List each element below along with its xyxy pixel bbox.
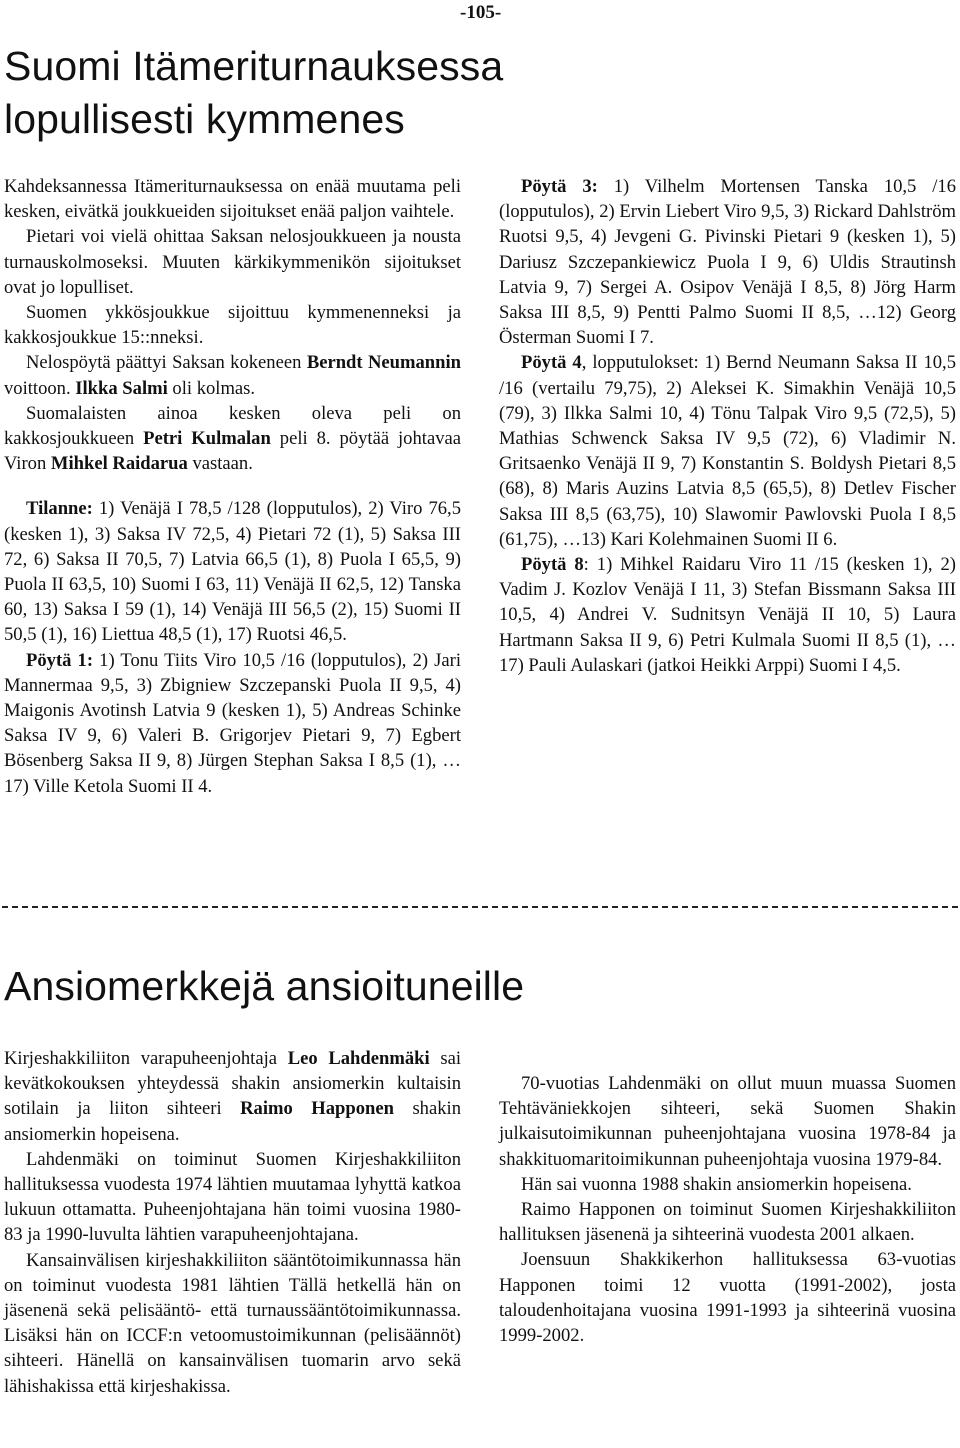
player-name: Mihkel Raidarua [50, 453, 188, 475]
intro-paragraph-1: Kahdeksannessa Itämeriturnauksessa on enää muutama peli kesken, eivätkä joukkueiden sijoitukset enää paljon vaihtele. [4, 176, 461, 223]
article2-paragraph-4: 70-vuotias Lahdenmäki on ollut muun muassa Suomen Tehtäväniekkojen sihteeri, sekä Suomen Shakin julkaisutoimikunnan puheenjohtajana vuosina 1978-84 ja shakkituomaritoimikunnan puheenjohtaja vuosina 1979-84. [499, 1073, 956, 1170]
player-name: Berndt Neumannin [306, 352, 461, 374]
standings-paragraph: Tilanne: 1) Venäjä I 78,5 /128 (lopputulos), 2) Viro 76,5 (kesken 1), 3) Saksa IV 72,5, 4) Pietari 72 (1), 5) Saksa III 72, 6) Saksa II 70,5, 7) Latvia 66,5 (1), 8) Puola I 65,5, 9) Puola II 63,5, 10) Suomi I 63, 11) Venäjä II 62,5, 12) Tanska 60, 13) Saksa I 59 (1), 14) Venäjä III 56,5 (2), 15) Suomi II 50,5 (1), 16) Liettua 48,5 (1), 17) Ruotsi 46,5. [4, 498, 461, 646]
person-name: Raimo Happonen [240, 1098, 394, 1120]
article2-paragraph-1: Kirjeshakkiliiton varapuheenjohtaja Leo Lahdenmäki sai kevätkokouksen yhteydessä shakin ansiomerkin kultaisin sotilain ja liiton sihteeri Raimo Happonen shakin ansiomerkin hopeisena. [4, 1048, 461, 1145]
board4-label: Pöytä 4 [521, 352, 582, 374]
board1-label: Pöytä 1: [26, 649, 94, 671]
intro-paragraph-2: Pietari voi vielä ohittaa Saksan nelosjoukkueen ja nousta turnauskolmoseksi. Muuten kärkikymmenikön sijoitukset ovat jo lopulliset. [4, 226, 461, 298]
article-title-line-2: lopullisesti kymmenes [4, 96, 405, 142]
board8-paragraph: Pöytä 8: 1) Mihkel Raidaru Viro 11 /15 (kesken 1), 2) Vadim J. Kozlov Venäjä I 11, 3) Stefan Bissmann Saksa III 10,5, 4) Andrei V. Sudnitsyn Venäjä II 10, 5) Laura Hartmann Saksa II 9, 6) Petri Kulmala Suomi II 8,5 (1), …17) Pauli Aulaskari (jatkoi Heikki Arppi) Suomi I 4,5. [499, 554, 956, 676]
dashed-separator [2, 906, 958, 908]
article2-paragraph-7: Joensuun Shakkikerhon hallituksessa 63-vuotias Happonen toimi 12 vuotta (1991-2002), josta taloudenhoitajana vuosina 1991-1993 ja sihteerinä vuosina 1999-2002. [499, 1249, 956, 1347]
page-number: -105- [460, 2, 502, 23]
intro-paragraph-5: Suomalaisten ainoa kesken oleva peli on kakkosjoukkueen Petri Kulmalan peli 8. pöytää johtavaa Viron Mihkel Raidarua vastaan. [4, 402, 462, 475]
board4-paragraph: Pöytä 4, lopputulokset: 1) Bernd Neumann Saksa II 10,5 /16 (vertailu 79,75), 2) Aleksei K. Simakhin Venäjä 10,5 (79), 3) Ilkka Salmi 10, 4) Tönu Talpak Viro 9,5 (72,5), 5) Mathias Schwenck Saksa IV 9,5 (72), 6) Vladimir N. Gritsaenko Venäjä II 9, 7) Konstantin S. Boldysh Pietari 8,5 (68), 8) Maris Auzins Latvia 8,5 (65,5), 8) Detlev Fischer Saksa III 8,5 (63,75), 10) Slawomir Pawlovski Puola I 8,5 (61,75), …13) Kari Kolehmainen Suomi II 6. [499, 352, 956, 550]
article2-title: Ansiomerkkejä ansioituneille [4, 963, 525, 1009]
intro-paragraph-3: Suomen ykkösjoukkue sijoittuu kymmenenneksi ja kakkosjoukkue 15::nneksi. [4, 302, 461, 349]
article-title-line-1: Suomi Itämeriturnauksessa [4, 43, 504, 89]
board8-label: Pöytä 8 [521, 554, 584, 576]
player-name: Ilkka Salmi [75, 377, 168, 399]
board3-label: Pöytä 3: [521, 176, 598, 197]
article2-paragraph-6: Raimo Happonen on toiminut Suomen Kirjeshakkiliiton hallituksen jäsenenä ja sihteerinä vuodesta 2001 alkaen. [499, 1199, 956, 1246]
article2-paragraph-3: Kansainvälisen kirjeshakkiliiton sääntötoimikunnassa hän on toiminut vuodesta 1981 lähtien Tällä hetkellä hän on jäsenenä sekä pelisääntö- että turnaussääntötoimikunnassa. Lisäksi hän on ICCF:n vetoomustoimikunnan (pelisäännöt) sihteeri. Hänellä on kansainvälisen tuomarin arvo sekä lähishakissa että kirjeshakissa. [4, 1249, 461, 1397]
article2-paragraph-5: Hän sai vuonna 1988 shakin ansiomerkin hopeisena. [521, 1173, 912, 1195]
board1-paragraph: Pöytä 1: 1) Tonu Tiits Viro 10,5 /16 (lopputulos), 2) Jari Mannermaa 9,5, 3) Zbigniew Szczepanski Puola II 9,5, 4) Maigonis Avotinsh Latvia 9 (kesken 1), 5) Andreas Schinke Saksa IV 9, 6) Valeri B. Grigorjev Pietari 9, 7) Egbert Bösenberg Saksa II 9, 8) Jürgen Stephan Saksa I 8,5 (1), …17) Ville Ketola Suomi II 4. [4, 649, 462, 797]
article2-right-column [499, 1046, 956, 1348]
standings-label: Tilanne: [26, 498, 93, 520]
board3-paragraph: Pöytä 3: 1) Vilhelm Mortensen Tanska 10,5 /16 (lopputulos), 2) Ervin Liebert Viro 9,5, 3) Rickard Dahlström Ruotsi 9,5, 4) Jevgeni G. Pivinski Pietari 9 (kesken 1), 5) Dariusz Szczepankiewicz Puola I 9, 6) Uldis Strautinsh Latvia 9, 7) Sergei A. Osipov Venäjä I 8,5, 8) Jörg Harm Saksa III 8,5, 9) Pentti Palmo Suomi II 8,5, …12) Georg Österman Suomi I 7. [499, 176, 957, 349]
intro-paragraph-4: Nelospöytä päättyi Saksan kokeneen Berndt Neumannin voittoon. Ilkka Salmi oli kolmas. [4, 352, 461, 399]
article1-left-column [4, 174, 461, 799]
person-name: Leo Lahdenmäki [287, 1048, 430, 1069]
article2-left-column [4, 1046, 461, 1399]
article1-right-column [499, 174, 956, 678]
player-name: Petri Kulmalan [143, 428, 271, 450]
article2-paragraph-2: Lahdenmäki on toiminut Suomen Kirjeshakkiliiton hallituksessa vuodesta 1974 lähtien muutamaa lyhyttä katkoa lukuun ottamatta. Puheenjohtajana hän toimi vuosina 1980-83 ja 1990-luvulta lähtien varapuheenjohtajana. [4, 1148, 461, 1246]
